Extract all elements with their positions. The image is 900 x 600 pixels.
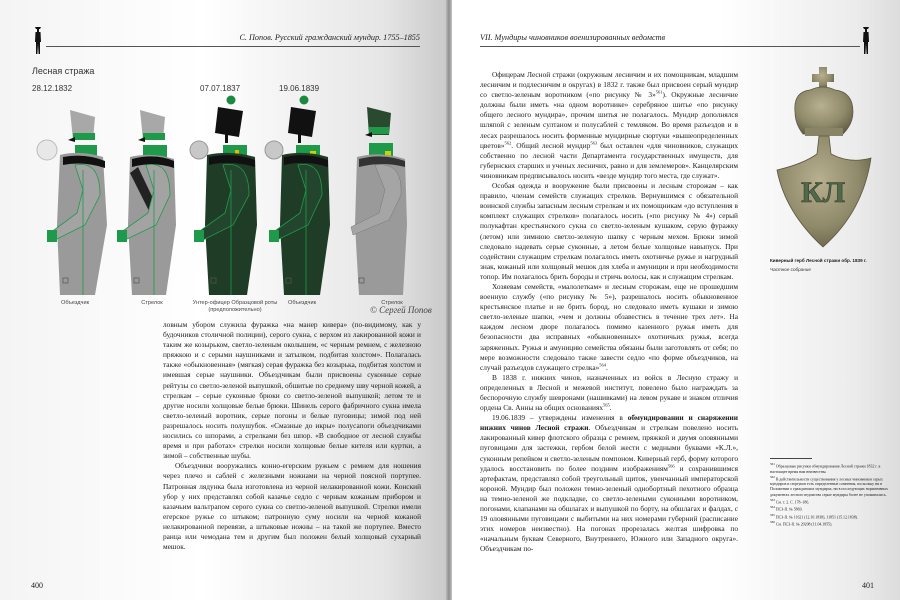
figure-label: Стрелок [381,300,403,306]
text-run: . Объездчикам и стрелкам повелено носить лакированный кивер флотского образца с ремнем, пряжкой и двумя оловянными пуговицами для застежки, гербом белой жести с медными буквами «К.Л.», суконным репейком и светло-зеленым помпоном. Киверный герб, форму которого удалось восстановить по более поздним изображениям [480,423,738,473]
bold-text: обмундировании и снаряжении нижних чинов Лесной стражи [480,413,738,433]
footnote [770,505,892,513]
date-label: 07.07.1837 [200,84,241,93]
footnote-text: См. ПСЗ-II. № 29208 (11.04.1855). [775,522,833,527]
header-rule [46,46,420,47]
figure-label: Унтер-офицер Образцовой роты [192,300,278,306]
footnote-ref[interactable]: 561 [655,89,663,95]
officer-silhouette-icon [32,24,44,56]
body-text [163,320,421,552]
text-run: . [606,362,608,372]
text-run: В 1838 г. нижних чинов, назначенных из войск в Лесную стражу и определенных в Лесной и межевой институт, повелено было награждать за беспорочную службу шевронами (нашивками) на левом рукаве и знаком отличия ордена Св. Анны на общих основаниях [480,372,738,413]
figure-caption-source: Частное собрание [770,267,811,272]
date-label: 19.06.1839 [279,84,320,93]
uniform-figure [185,95,265,295]
footnote-ref[interactable]: 562 [504,140,512,146]
footnote-text: Образцовые рисунки обмундирования Лесной стражи 1832 г. в настоящее время нам неизвестны. [770,464,881,474]
footnote [770,520,892,528]
footnote-number: 566 [770,520,775,525]
uniform-figure [345,95,425,295]
running-head: С. Попов. Русский гражданский мундир. 1755–1855 [239,33,420,42]
footnote-ref[interactable]: 565 [603,402,610,408]
footnote-number: 562 [770,474,775,479]
header-rule [480,46,860,47]
copyright-signature: © Сергей Попов [370,305,432,315]
footnote [770,513,892,521]
footnote-text: ПСЗ-II. № 11621 (12.10.1838), 11851 (15.12.1838). [775,515,858,520]
footnote [770,498,892,506]
text-run: . [609,403,612,413]
paragraph: Объездчики вооружались конно-егерским ружьем с ремнем для ношения через плечо и саблей с железными ножнами на черной поясной портупее. Патронная лядунка была изготовлена из черной нелакированной кожи. Конский убор у них представлял собой казачье седло с черным кожаным прибором и казачьим вальтрапом серого сукна со светло-зеленой выпушкой. Стрелки имели егерское ружье со штыком; патронную суму носили на черной кожаной нелакированной перевязи, а штыковые ножны – на такой же портупее. Вместо ранца или чемодана тем и другим был положен белый холщовый сухарный мешок. [163,461,421,552]
uniform-figure [110,95,190,295]
figure-label: Объездчик [60,300,90,306]
text-run: и сохранившимся артефактам, представлял собой треугольный щиток, увенчанный императорской короной. Мундир был положен темно-зеленый однобортный пехотного образца на темно-зеленой же подкладке, со светло-зелеными суконными воротником, погонами, клапанами на обшлагах и выпушкой по борту, на обшлагах и фалдах, с 19 оловянными пуговицами с выбитыми на них номерами губерний (расписание этих номеров неизвестно). На погонах прорезалась желтая шифровка по «начальным буквам Северного, Внутреннего, Южного или Западного округа». Объездчикам по- [480,463,738,554]
text-run: Офицерам Лесной стражи (окружным лесничим и их помощникам, младшим лесничим и подлесничим в округах) в 1832 г. также был присвоен серый мундир со светло-зеленым воротником («по рисунку № 3» [480,70,738,100]
text-run: . Общий лесной мундир [511,140,591,150]
text-run: Хозяевам семейств, «малолеткам» и лесным сторожам, еще не прошедшим военную службу («по рисунку № 5»), разрешалось носить обыкновенное крестьянское платье и не брить бород, но следовало иметь кушаки и зимою светло-зеленые шапки, «чем и должны обзавестись в течение трех лет». На каждом лесном дворе полагалось помимо казенного ружья иметь для безопасности два исправных «обыкновенных» охотничьих ружья, всегда заряженных. Ружья и амуницию семейства обязаны были заготовлять от себя; по мере возможности следовало также завести седло «по форме объездчиков, на случай разъездов служащего стрелка» [480,281,738,372]
badge-letters: КЛ [800,176,846,209]
footnote-rule [770,458,812,459]
paragraph [480,413,738,554]
section-title: Лесная стража [32,66,95,76]
figure-label: Стрелок [141,300,163,306]
footnote-ref[interactable]: 566 [667,463,675,469]
paragraph [480,70,738,181]
page-number: 401 [862,581,874,590]
footnote-number: 563 [770,497,775,502]
footnote [770,475,892,498]
footnote-number: 564 [770,505,775,510]
footnote-ref[interactable]: 564 [599,362,607,368]
figure-caption: Киверный герб Лесной стражи обр. 1839 г. [770,258,867,263]
running-head: VII. Мундиры чиновников военизированных ведомств [480,33,666,42]
figure-label: (предположительно) [208,307,262,313]
figure-label: Объездчик [287,300,317,306]
paragraph: ловным убором служила фуражка «на манер кивера» (по-видимому, как у будочников столичной полиции), серого сукна, с верхом из лакированной кожи и таким же козырьком, светло-зеленым околышем, «с черным ремнем, с железною пряжкою и с серыми наушниками и затылком, подбитая холстом». Полагалась также «обыкновенная» (мягкая) серая фуражка без козырька, подбитая холстом и имевшая серые наушники. Объездчикам были присвоены суконные серые рейтузы со светло-зеленой выпушкой, обшитые по среднему шву черной кожей, а стрелкам – серые суконные брюки со светло-зеленой выпушкой; летом те и другие носили холщовые белые брюки. Шинель серого фабричного сукна имела светло-зеленый воротник, серые погоны и белые пуговицы; зимой под ней разрешалось носить полушубок. «Смазные до икры» полусапоги объездчиками носились со шпорами, а стрелками без шпор. «В свободное от лесной службы время и при работах» стрелки носили холщовые белые кителя или куртки, а зимой – собственные шубы. [163,320,421,461]
footnote-text: См. т. 2. С. 178–186. [775,500,810,505]
text-run: ). Окружные лесничие должны были иметь «на одном воротнике» серебряное шитье «по рисунку общего лесного мундира», прочим шитья не полагалось. Мундир дополнялся шляпой с зеленым султаном и полусаблей с темляком. Во время разъездов и в лесах разрешалось носить форменные мундирные сюртуки «вышеопределенных цветов» [480,90,738,150]
paragraph [480,282,738,373]
book-gutter [446,0,452,600]
date-label: 28.12.1832 [32,84,73,93]
body-text [480,70,738,555]
uniform-figure [35,95,115,295]
footnote-text: В действительности существования у лесных чиновников серых мундиров и сюртуков есть определенные сомнения, поскольку ни в Положении о гражданских мундирах, ни в последующих нормативных документах лесного ведомства серые мундиры более не упоминались. [770,477,888,497]
footnote-number: 561 [770,462,775,466]
footnote-ref[interactable]: 563 [590,140,598,146]
right-page [450,0,900,600]
page-number: 400 [31,581,43,590]
footnote-text: ПСЗ-II. № 5869. [775,507,803,512]
text-run: 19.06.1839 – утверждены изменения в [492,413,628,423]
text-run: был оставлен «для чиновников, служащих собственно по лесной части Департамента государственных имуществ, для губернских старших и ученых лесничих, равно и для землемеров». Канцелярским чиновникам предписывалось носить «везде мундир того места, где служат». [480,140,738,180]
footnote [770,462,892,475]
officer-silhouette-icon [860,24,872,56]
shako-badge-image [775,62,875,252]
paragraph [480,373,738,413]
uniform-figure [262,95,342,295]
paragraph: Особая одежда и вооружение были присвоены и лесным сторожам – как правило, членам семейств служащих стрелков. Вернувшимся с обязательной воинской службы запасным лесным стрелкам и их помощникам «до вступления в комплект служащих стрелков» полагалось носить («по рисунку № 4») серый полукафтан крестьянского сукна со светло-зеленым кушаком, серую фуражку (летом) или зимнюю светло-зеленую шапку с черным мехом. Брюки зимой следовало надевать серые суконные, а летом белые холщовые навыпуск. При содействии служащим стрелкам полагалось иметь охотничье ружье и нагрудный знак, кожаный или холщовый мешок для хлеба и амуниции и при необходимости топор. Им полагалось брить бороды и стричь волосы, как и служащим стрелкам. [480,181,738,281]
footnote-number: 565 [770,512,775,517]
footnotes [770,462,892,528]
